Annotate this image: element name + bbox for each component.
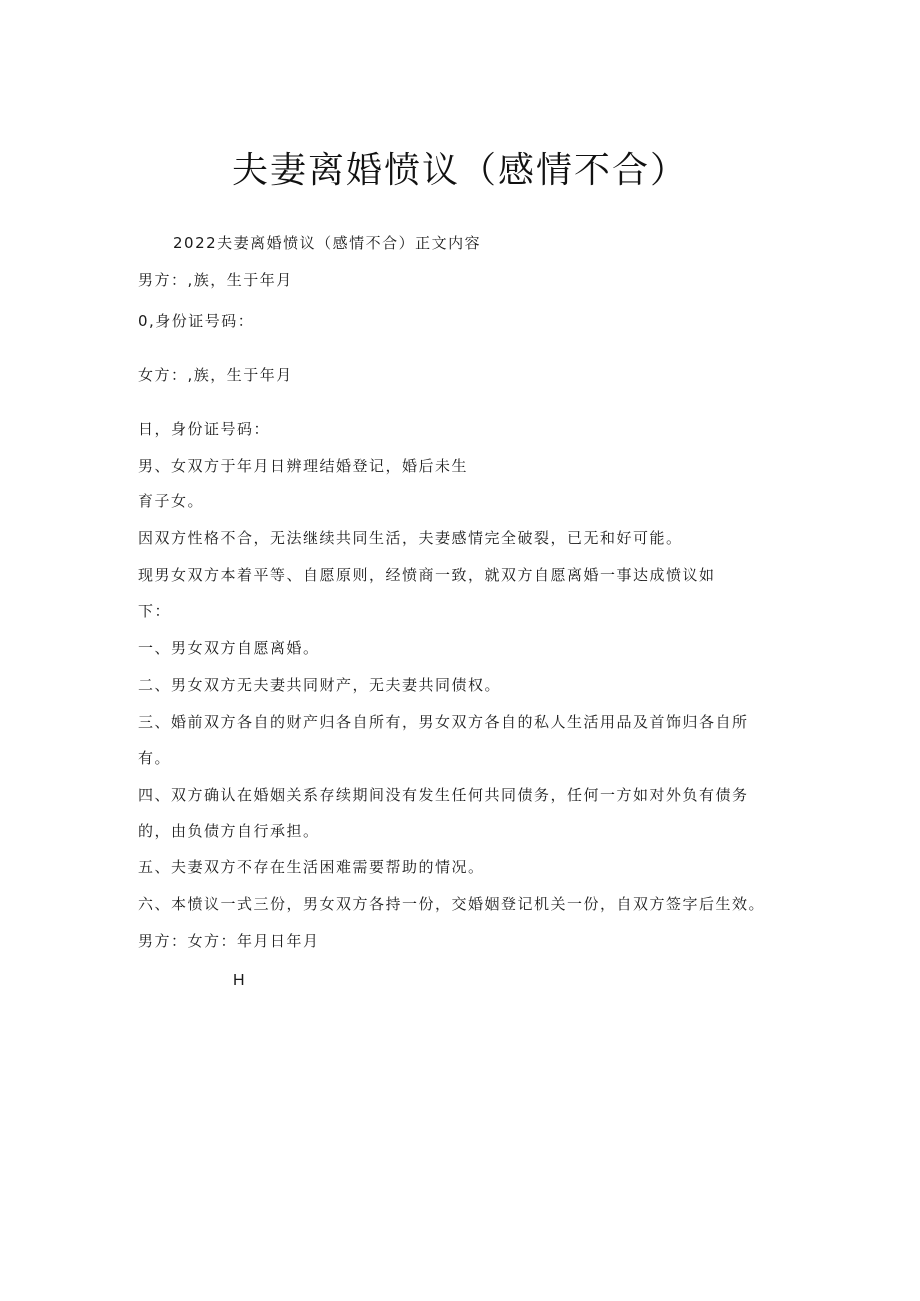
paragraph-line: 女方：,族，生于年月 (138, 366, 293, 384)
clause-item: 有。 (138, 749, 172, 767)
clause-item: 的，由负债方自行承担。 (138, 822, 320, 840)
paragraph-line: 现男女双方本着平等、自愿原则，经愤商一致，就双方自愿离婚一事达成愤议如 (138, 566, 716, 584)
signature-line: 男方：女方：年月日年月 (138, 932, 320, 950)
clause-item: 四、双方确认在婚姻关系存续期间没有发生任何共同债务，任何一方如对外负有债务 (138, 786, 749, 804)
document-title: 夫妻离婚愤议（感情不合） (231, 150, 688, 191)
clause-item: 六、本愤议一式三份，男女双方各持一份，交婚姻登记机关一份，自双方签字后生效。 (138, 895, 766, 913)
paragraph-line: 日，身份证号码： (138, 420, 271, 438)
paragraph-line: 男、女双方于年月日辨理结婚登记，婚后未生 (138, 457, 469, 475)
paragraph-line: 因双方性格不合，无法继续共同生活，夫妻感情完全破裂，已无和好可能。 (138, 529, 683, 547)
clause-item: 二、男女双方无夫妻共同财产，无夫妻共同债权。 (138, 676, 502, 694)
signature-mark: H (233, 972, 247, 989)
paragraph-line: 男方：,族，生于年月 (138, 271, 293, 289)
document-subtitle: 2022夫妻离婚愤议（感情不合）正文内容 (173, 234, 482, 252)
paragraph-line: 育子女。 (138, 492, 205, 510)
clause-item: 三、婚前双方各自的财产归各自所有，男女双方各自的私人生活用品及首饰归各自所 (138, 713, 749, 731)
paragraph-line: 0,身份证号码： (138, 312, 255, 330)
clause-item: 五、夫妻双方不存在生活困难需要帮助的情况。 (138, 858, 485, 876)
clause-item: 一、男女双方自愿离婚。 (138, 639, 320, 657)
paragraph-line: 下： (138, 602, 172, 620)
